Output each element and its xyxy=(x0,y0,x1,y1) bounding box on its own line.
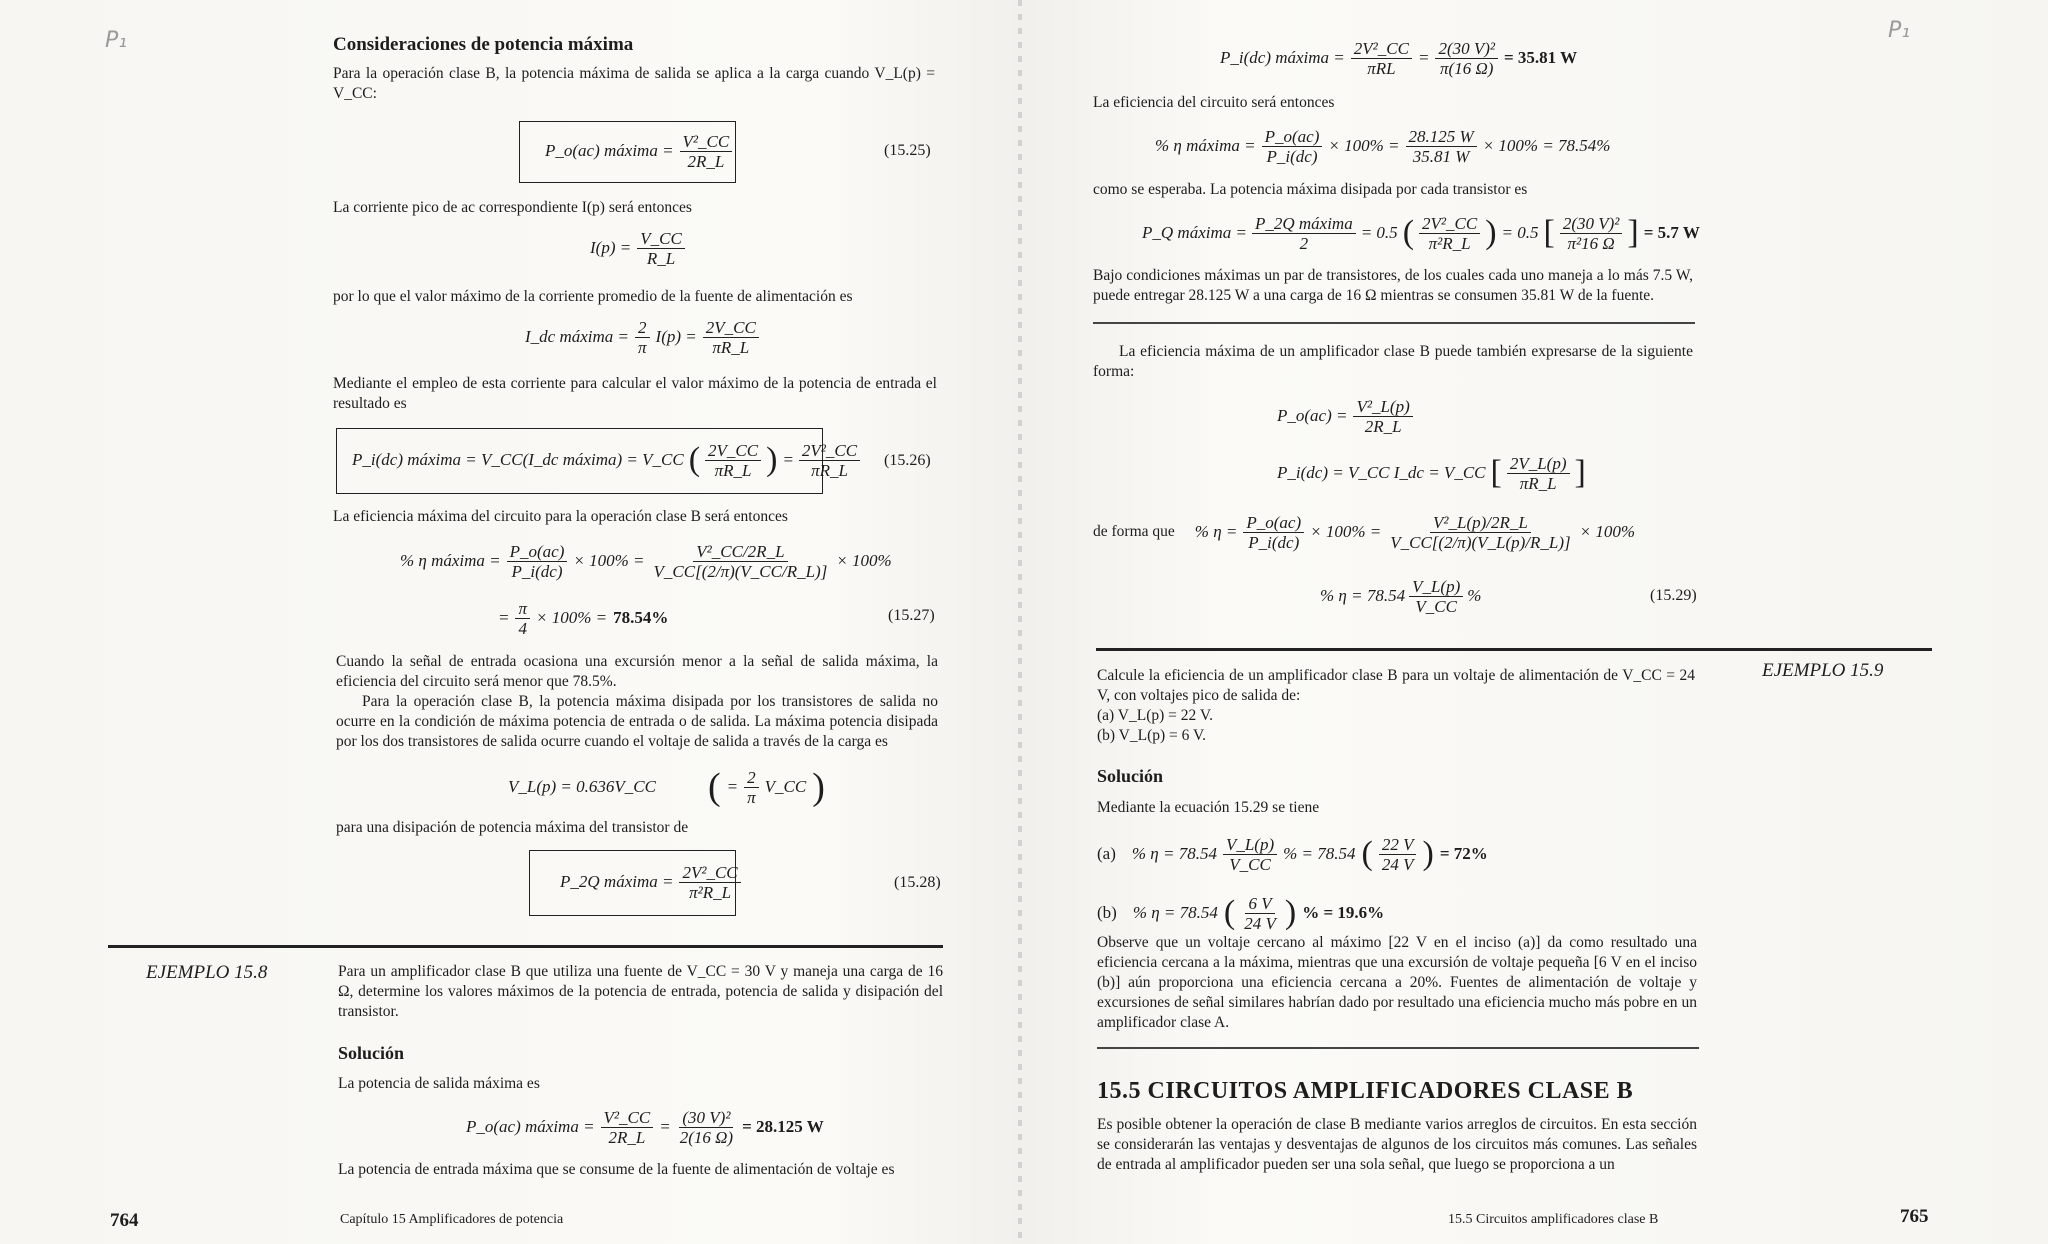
eq-mid: = 0.5 xyxy=(1360,223,1398,242)
eq-efficiency xyxy=(1155,120,1610,172)
text-efficiency: La eficiencia máxima del circuito para la operación clase B será entonces xyxy=(333,508,788,525)
page-number-left: 764 xyxy=(110,1210,139,1231)
eq-lhs: % η máxima = xyxy=(1155,136,1256,155)
paren-close: ) xyxy=(766,441,778,478)
example-rule-top-right xyxy=(1096,648,1932,651)
text-dissipation: para una disipación de potencia máxima del transistor de xyxy=(336,819,689,836)
eq-solution-1 xyxy=(466,1101,824,1153)
solution-text-1: La potencia de salida máxima es xyxy=(338,1075,540,1092)
paren-open: ( xyxy=(707,766,721,808)
eq-15-27-line1 xyxy=(400,535,892,587)
eq-sign: = xyxy=(659,1117,671,1136)
fraction xyxy=(1406,127,1477,166)
eq-alt-2 xyxy=(1277,448,1586,498)
paren-close: ) xyxy=(1485,214,1497,251)
numerator: 22 V xyxy=(1379,835,1417,855)
fraction xyxy=(601,1108,654,1147)
numerator: V²_CC xyxy=(680,132,733,152)
denominator: πR_L xyxy=(712,337,750,357)
eq-number: (15.28) xyxy=(894,874,941,891)
example-item-a: (a) V_L(p) = 22 V. xyxy=(1097,707,1213,724)
paragraph-2: Para la operación clase B, la potencia máxima disipada por los transistores de salida no ocurre en la condición de máxima potencia de entrada o de salida. La máxima potencia disipada por los dos transistores de salida ocurre cuando el voltaje de salida a través de la carga es xyxy=(336,693,938,750)
fraction xyxy=(1419,214,1480,253)
example-text: Para un amplificador clase B que utiliza una fuente de V_CC = 30 V y maneja una carga de 16 Ω, determine los valores máximos de la potencia de entrada, potencia de salida y disipación del transistor. xyxy=(338,963,943,1020)
numerator: V²_L(p)/2R_L xyxy=(1430,513,1531,533)
denominator: 2 xyxy=(1299,233,1309,253)
solution-label-right: Solución xyxy=(1097,766,1164,786)
numerator: P_o(ac) xyxy=(1262,127,1323,147)
numerator: P_2Q máxima xyxy=(1252,214,1356,234)
numerator: π xyxy=(515,599,530,619)
bracket-close: ] xyxy=(1627,214,1639,251)
denominator: V_CC[(2/π)(V_L(p)/R_L)] xyxy=(1390,532,1571,552)
observe-paragraph: Observe que un voltaje cercano al máximo [22 V en el inciso (a)] da como resultado una eficiencia cercana a la máxima, mientras que una excursión de voltaje pequeña [6 V en el inciso (b)] aún proporciona una eficiencia cercana a 20%. Fuentes de alimentación de voltaje y excursiones de señal similares habrían dado por resultado una eficiencia mucho más pobre en un amplificador clase A. xyxy=(1097,934,1697,1031)
eq-tail: % xyxy=(1467,586,1482,605)
numerator: 2(30 V)² xyxy=(1560,214,1623,234)
fraction xyxy=(637,229,685,268)
eq-15-28 xyxy=(560,858,741,906)
denominator: 4 xyxy=(518,618,527,638)
numerator: P_o(ac) xyxy=(1243,513,1304,533)
eq-lhs: P_o(ac) máxima = xyxy=(545,141,674,160)
numerator: V_L(p) xyxy=(1223,835,1277,855)
eq-lhs: P_i(dc) máxima = xyxy=(1220,48,1345,67)
eq-lhs: % η = 78.54 xyxy=(1132,903,1218,922)
eq-lhs: I(p) = xyxy=(590,238,632,257)
section-text: Es posible obtener la operación de clase B mediante varios arreglos de circuitos. En esta sección se considerarán las ventajas y desventajas de algunos de los circuitos más comunes. Las señales de entrada al amplificador pueden ser una sola señal, que luego se proporciona a un xyxy=(1097,1116,1697,1173)
eq-number: (15.27) xyxy=(888,607,935,624)
eq-alt-1 xyxy=(1277,392,1413,440)
eq-pre: = xyxy=(498,608,510,627)
denominator: 2R_L xyxy=(1364,416,1402,436)
solution-text-right: Mediante la ecuación 15.29 se tiene xyxy=(1097,799,1320,816)
eq-lhs: P_i(dc) = V_CC I_dc = V_CC xyxy=(1277,463,1486,482)
fraction xyxy=(1241,894,1279,933)
numerator: 2V²_CC xyxy=(1351,39,1412,59)
eq-lhs: P_Q máxima = xyxy=(1142,223,1247,242)
fraction xyxy=(744,768,759,807)
eq-lhs: % η máxima = xyxy=(400,551,501,570)
denominator: π²R_L xyxy=(1428,233,1471,253)
fraction xyxy=(1252,214,1356,253)
eq-mid: I(p) = xyxy=(655,327,697,346)
example-rule-end-right xyxy=(1097,1047,1699,1049)
fraction xyxy=(651,542,831,581)
eq-mult: × 100% = xyxy=(1328,136,1400,155)
paren-close: ) xyxy=(812,766,825,808)
paren-close: ) xyxy=(1284,894,1297,931)
denominator: π xyxy=(638,337,647,357)
paren-open: ( xyxy=(1402,214,1415,251)
eq-15-25 xyxy=(545,128,732,174)
denominator: πR_L xyxy=(714,460,752,480)
eq-mid: = 0.5 xyxy=(1501,223,1539,242)
numerator: P_o(ac) xyxy=(507,542,568,562)
denominator: R_L xyxy=(646,248,676,268)
eq-lhs: V_L(p) = 0.636V_CC xyxy=(508,777,656,796)
fraction xyxy=(677,1108,736,1147)
eq-result: = 28.125 W xyxy=(742,1117,824,1136)
eq-mult: × 100% = xyxy=(1310,522,1382,541)
example-item-b: (b) V_L(p) = 6 V. xyxy=(1097,727,1207,744)
eq-sign: = xyxy=(1417,48,1430,67)
denominator: P_i(dc) xyxy=(511,561,563,581)
denominator: 2R_L xyxy=(608,1127,646,1147)
fraction xyxy=(1223,835,1277,874)
numerator: 6 V xyxy=(1245,894,1274,914)
fraction xyxy=(799,441,860,480)
eq-lhs: P_o(ac) máxima = xyxy=(466,1117,595,1136)
eq-pre: de forma que xyxy=(1093,523,1175,540)
solution-text-2: La potencia de entrada máxima que se consume de la fuente de alimentación de voltaje es xyxy=(338,1161,895,1178)
eq-post: V_CC xyxy=(764,777,807,796)
text-expected: como se esperaba. La potencia máxima disipada por cada transistor es xyxy=(1093,181,1528,198)
eq-label: (a) xyxy=(1097,844,1116,863)
numerator: V_CC xyxy=(637,229,685,249)
denominator: V_CC xyxy=(1229,854,1271,874)
denominator: P_i(dc) xyxy=(1266,146,1318,166)
eq-lhs: % η = 78.54 xyxy=(1131,844,1217,863)
eq-result: = 72% xyxy=(1439,844,1488,863)
fraction xyxy=(1507,454,1570,493)
eq-result: = 5.7 W xyxy=(1643,223,1700,242)
example-text-right: Calcule la eficiencia de un amplificador clase B para un voltaje de alimentación de V_CC = 24 V, con voltajes pico de salida de: xyxy=(1097,667,1695,704)
corner-mark-right: P₁ xyxy=(1888,18,1911,43)
eq-15-29 xyxy=(1320,572,1481,620)
numerator: 2V_CC xyxy=(705,441,761,461)
eq-15-26 xyxy=(352,437,860,483)
numerator: 2V²_CC xyxy=(799,441,860,461)
eq-pq xyxy=(1142,205,1700,261)
fraction xyxy=(1435,39,1498,78)
denominator: π xyxy=(747,787,756,807)
paren-open: ( xyxy=(1361,835,1373,872)
intro-paragraph: Para la operación clase B, la potencia máxima de salida se aplica a la carga cuando V_L(p) = V_CC: xyxy=(333,65,935,102)
eq-result: % = 19.6% xyxy=(1302,903,1385,922)
eq-15-27-line2 xyxy=(498,594,668,642)
page-number-right: 765 xyxy=(1900,1206,1929,1227)
denominator: 2R_L xyxy=(687,151,725,171)
eq-result: = 35.81 W xyxy=(1504,48,1578,67)
eq-number: (15.25) xyxy=(884,142,931,159)
fraction xyxy=(703,318,759,357)
eq-tail: × 100% xyxy=(1579,522,1636,541)
eq-lhs: I_dc máxima = xyxy=(525,327,630,346)
section-heading: 15.5 CIRCUITOS AMPLIFICADORES CLASE B xyxy=(1097,1078,1634,1104)
binding-gutter xyxy=(1018,0,1022,1244)
eq-ip xyxy=(590,225,685,271)
denominator: 24 V xyxy=(1244,913,1276,933)
numerator: 2V_CC xyxy=(703,318,759,338)
paren-open: ( xyxy=(1223,894,1236,931)
numerator: 2(30 V)² xyxy=(1435,39,1498,59)
fraction xyxy=(1243,513,1304,552)
eq-lhs: P_i(dc) máxima = V_CC(I_dc máxima) = V_CC xyxy=(352,450,684,469)
text-input-power: Mediante el empleo de esta corriente para calcular el valor máximo de la potencia de entrada el resultado es xyxy=(333,375,937,412)
section-title: Consideraciones de potencia máxima xyxy=(333,34,634,55)
bracket-close: ] xyxy=(1574,454,1586,491)
eq-lhs: % η = 78.54 xyxy=(1320,586,1406,605)
example-label: EJEMPLO 15.8 xyxy=(146,962,268,983)
fraction xyxy=(680,132,733,171)
numerator: 2V²_CC xyxy=(1419,214,1480,234)
fraction xyxy=(1387,513,1573,552)
eq-lhs: P_o(ac) = xyxy=(1277,406,1348,425)
paren-open: ( xyxy=(688,441,701,478)
denominator: V_CC xyxy=(1415,596,1457,616)
denominator: 35.81 W xyxy=(1412,146,1470,166)
text-efficiency-right: La eficiencia del circuito será entonces xyxy=(1093,94,1335,111)
fraction xyxy=(679,863,740,902)
paren-close: ) xyxy=(1422,835,1434,872)
numerator: V²_L(p) xyxy=(1353,397,1412,417)
eq-mid: % = 78.54 xyxy=(1283,844,1356,863)
numerator: V²_CC/2R_L xyxy=(693,542,787,562)
eq-sign: = xyxy=(782,450,794,469)
numerator: V_L(p) xyxy=(1409,577,1463,597)
denominator: πR_L xyxy=(811,460,848,480)
solution-label: Solución xyxy=(338,1043,405,1063)
bracket-open: [ xyxy=(1543,214,1555,251)
text-alternative: La eficiencia máxima de un amplificador clase B puede también expresarse de la siguiente forma: xyxy=(1093,343,1693,380)
eq-number: (15.29) xyxy=(1650,587,1697,604)
fraction xyxy=(1351,39,1412,78)
numerator: 2V_L(p) xyxy=(1507,454,1570,474)
paragraph-1: Cuando la señal de entrada ocasiona una excursión menor a la señal de salida máxima, la eficiencia del circuito será menor que 78.5%. xyxy=(336,653,938,690)
footer-right: 15.5 Circuitos amplificadores clase B xyxy=(1448,1212,1659,1227)
denominator: π²16 Ω xyxy=(1567,233,1615,253)
footer-left: Capítulo 15 Amplificadores de potencia xyxy=(340,1212,564,1227)
text-peak-current: La corriente pico de ac correspondiente I(p) será entonces xyxy=(333,199,692,216)
numerator: V²_CC xyxy=(601,1108,654,1128)
text-avg-current: por lo que el valor máximo de la corriente promedio de la fuente de alimentación es xyxy=(333,288,853,305)
eq-solution-b xyxy=(1097,888,1384,938)
eq-idc xyxy=(525,314,759,360)
fraction xyxy=(507,542,568,581)
denominator: π(16 Ω) xyxy=(1440,58,1494,78)
eq-tail: × 100% = 78.54% xyxy=(1482,136,1611,155)
eq-post: × 100% = xyxy=(536,608,608,627)
numerator: 2V²_CC xyxy=(679,863,740,883)
fraction xyxy=(1262,127,1323,166)
denominator: π²R_L xyxy=(689,882,732,902)
numerator: (30 V)² xyxy=(679,1108,733,1128)
denominator: 24 V xyxy=(1381,854,1414,874)
fraction xyxy=(705,441,761,480)
eq-vlp xyxy=(508,762,825,812)
denominator: πRL xyxy=(1367,58,1396,78)
denominator: P_i(dc) xyxy=(1248,532,1300,552)
example-rule-top xyxy=(108,945,943,948)
eq-pre: = xyxy=(726,777,739,796)
eq-mult: × 100% = xyxy=(573,551,645,570)
eq-tail: × 100% xyxy=(836,551,892,570)
eq-result: 78.54% xyxy=(613,608,669,627)
numerator: 28.125 W xyxy=(1406,127,1477,147)
eq-number: (15.26) xyxy=(884,452,931,469)
eq-pi xyxy=(1220,34,1577,82)
bracket-open: [ xyxy=(1490,454,1502,491)
fraction xyxy=(1379,835,1417,874)
fraction xyxy=(515,599,530,638)
denominator: V_CC[(2/π)(V_CC/R_L)] xyxy=(653,561,828,581)
example-rule-end xyxy=(1093,322,1695,324)
numerator: 2 xyxy=(635,318,650,338)
eq-alt-3 xyxy=(1093,506,1635,558)
eq-lhs: P_2Q máxima = xyxy=(560,872,674,891)
numerator: 2 xyxy=(744,768,759,788)
eq-lhs: % η = xyxy=(1194,522,1238,541)
denominator: 2(16 Ω) xyxy=(679,1127,734,1147)
fraction xyxy=(1560,214,1623,253)
eq-solution-a xyxy=(1097,828,1488,880)
corner-mark-left: P₁ xyxy=(105,28,128,53)
fraction xyxy=(1353,397,1412,436)
text-conditions: Bajo condiciones máximas un par de transistores, de los cuales cada uno maneja a lo más 7.5 W, puede entregar 28.125 W a una carga de 16 Ω mientras se consumen 35.81 W de la fuente. xyxy=(1093,267,1693,304)
fraction xyxy=(1409,577,1463,616)
example-label-right: EJEMPLO 15.9 xyxy=(1762,660,1884,681)
fraction xyxy=(635,318,650,357)
denominator: πR_L xyxy=(1519,473,1557,493)
eq-label: (b) xyxy=(1097,903,1117,922)
